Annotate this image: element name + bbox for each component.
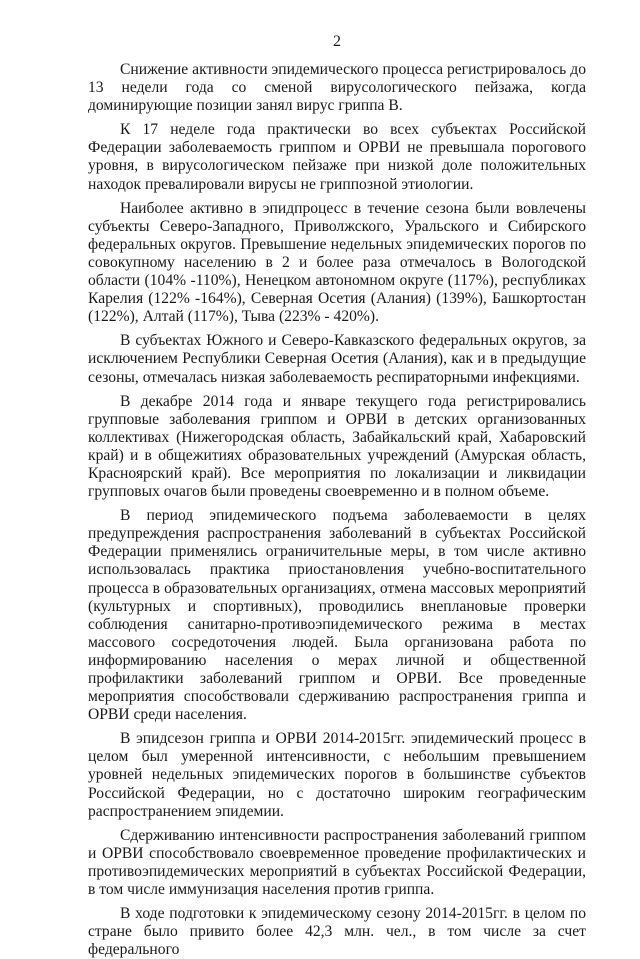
paragraph: В декабре 2014 года и январе текущего года регистрировались групповые заболевания гриппом и ОРВИ в детских организованных коллективах (Нижегородская область, Забайкальский край, Хабаровский край) и в общежитиях образовательных учреждений (Амурская область, Красноярский край). Все мероприятия по локализации и ликвидации групповых очагов были проведены своевременно и в полном объеме.	[88, 392, 586, 501]
paragraph: К 17 неделе года практически во всех субъектах Российской Федерации заболеваемость гриппом и ОРВИ не превышала порогового уровня, в вирусологическом пейзаже при низкой доле положительных находок превалировали вирусы не гриппозной этиологии.	[88, 121, 586, 193]
page-number: 2	[333, 33, 341, 50]
paragraph: Сдерживанию интенсивности распространения заболеваний гриппом и ОРВИ способствовало своевременное проведение профилактических и противоэпидемических мероприятий в субъектах Российской Федерации, в том числе иммунизация населения против гриппа.	[88, 826, 586, 899]
paragraph: В ходе подготовки к эпидемическому сезону 2014-2015гг. в целом по стране было привито более 42,3 млн. чел., в том числе за счет федерального	[88, 905, 586, 959]
paragraph: Снижение активности эпидемического процесса регистрировалось до 13 недели года со сменой вирусологического пейзажа, когда доминирующие позиции занял вирус гриппа В.	[88, 61, 586, 115]
paragraph: В период эпидемического подъема заболеваемости в целях предупреждения распространения заболеваний в субъектах Российской Федерации применялись ограничительные меры, в том числе активно использовалась практика приостановления учебно-воспитательного процесса в образовательных организациях, отмена массовых мероприятий (культурных и спортивных), проводились внеплановые проверки соблюдения санитарно-противоэпидемического режима в местах массового сосредоточения людей. Была организована работа по информированию населения о мерах личной и общественной профилактики заболеваний гриппом и ОРВИ. Все проведенные мероприятия способствовали сдерживанию распространения гриппа и ОРВИ среди населения.	[88, 507, 586, 724]
paragraph: В эпидсезон гриппа и ОРВИ 2014-2015гг. эпидемический процесс в целом был умеренной интенсивности, с небольшим превышением уровней недельных эпидемических порогов в большинстве субъектов Российской Федерации, но с достаточно широким географическим распространением эпидемии.	[88, 730, 586, 820]
paragraph: Наиболее активно в эпидпроцесс в течение сезона были вовлечены субъекты Северо-Западного, Приволжского, Уральского и Сибирского федеральных округов. Превышение недельных эпидемических порогов по совокупному населению в 2 и более раза отмечалось в Вологодской области (104% -110%), Ненецком автономном округе (117%), республиках Карелия (122% -164%), Северная Осетия (Алания) (139%), Башкортостан (122%), Алтай (117%), Тыва (223% - 420%).	[88, 199, 586, 326]
paragraph: В субъектах Южного и Северо-Кавказского федеральных округов, за исключением Республики Северная Осетия (Алания), как и в предыдущие сезоны, отмечалась низкая заболеваемость респираторными инфекциями.	[88, 332, 586, 386]
